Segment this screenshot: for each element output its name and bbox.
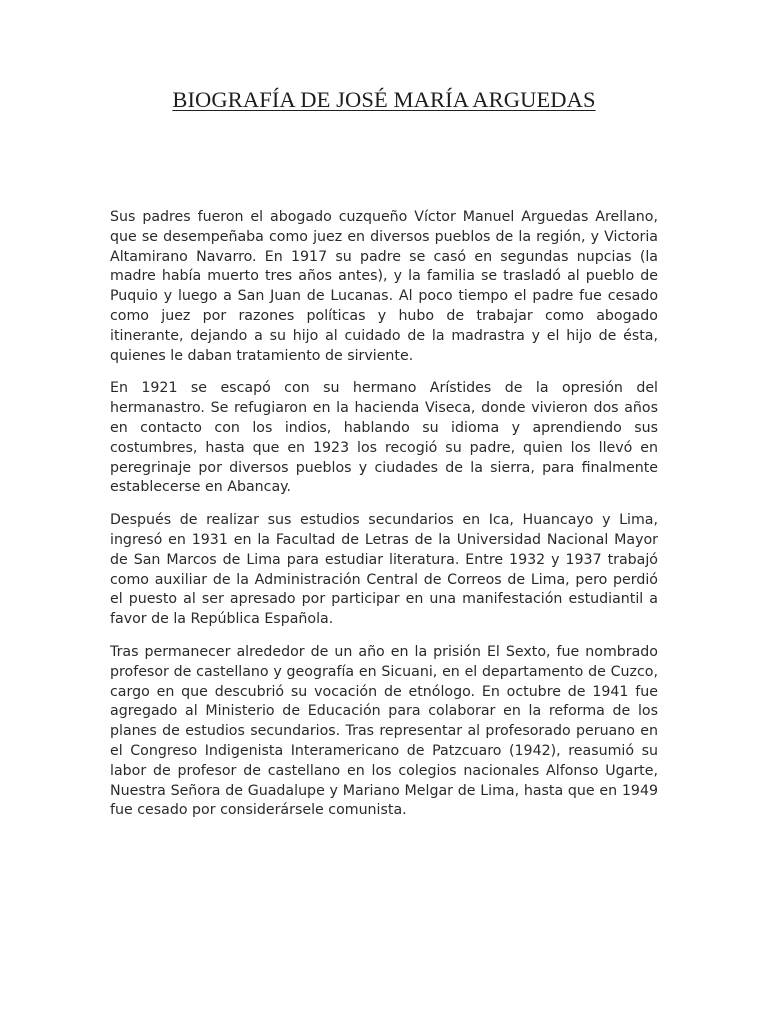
paragraph-4: Tras permanecer alrededor de un año en la prisión El Sexto, fue nombrado profesor de castellano y geografía en Sicuani, en el departamento de Cuzco, cargo en que descubrió su vocación de etnólogo. En octubre de 1941 fue agregado al Ministerio de Educación para colaborar en la reforma de los planes de estudios secundarios. Tras representar al profesorado peruano en el Congreso Indigenista Interamericano de Patzcuaro (1942), reasumió su labor de profesor de castellano en los colegios nacionales Alfonso Ugarte, Nuestra Señora de Guadalupe y Mariano Melgar de Lima, hasta que en 1949 fue cesado por considerársele comunista. [110, 643, 658, 819]
paragraph-3: Después de realizar sus estudios secundarios en Ica, Huancayo y Lima, ingresó en 1931 en la Facultad de Letras de la Universidad Nacional Mayor de San Marcos de Lima para estudiar literatura. Entre 1932 y 1937 trabajó como auxiliar de la Administración Central de Correos de Lima, pero perdió el puesto al ser apresado por participar en una manifestación estudiantil a favor de la República Española. [110, 512, 658, 628]
document-body [110, 208, 658, 834]
paragraph-1: Sus padres fueron el abogado cuzqueño Víctor Manuel Arguedas Arellano, que se desempeñaba como juez en diversos pueblos de la región, y Victoria Altamirano Navarro. En 1917 su padre se casó en segundas nupcias (la madre había muerto tres años antes), y la familia se trasladó al pueblo de Puquio y luego a San Juan de Lucanas. Al poco tiempo el padre fue cesado como juez por razones políticas y hubo de trabajar como abogado itinerante, dejando a su hijo al cuidado de la madrastra y el hijo de ésta, quienes le daban tratamiento de sirviente. [110, 209, 658, 364]
paragraph-2: En 1921 se escapó con su hermano Arístides de la opresión del hermanastro. Se refugiaron en la hacienda Viseca, donde vivieron dos años en contacto con los indios, hablando su idioma y aprendiendo sus costumbres, hasta que en 1923 los recogió su padre, quien los llevó en peregrinaje por diversos pueblos y ciudades de la sierra, para finalmente establecerse en Abancay. [110, 380, 658, 496]
page-title: BIOGRAFÍA DE JOSÉ MARÍA ARGUEDAS [172, 87, 596, 112]
